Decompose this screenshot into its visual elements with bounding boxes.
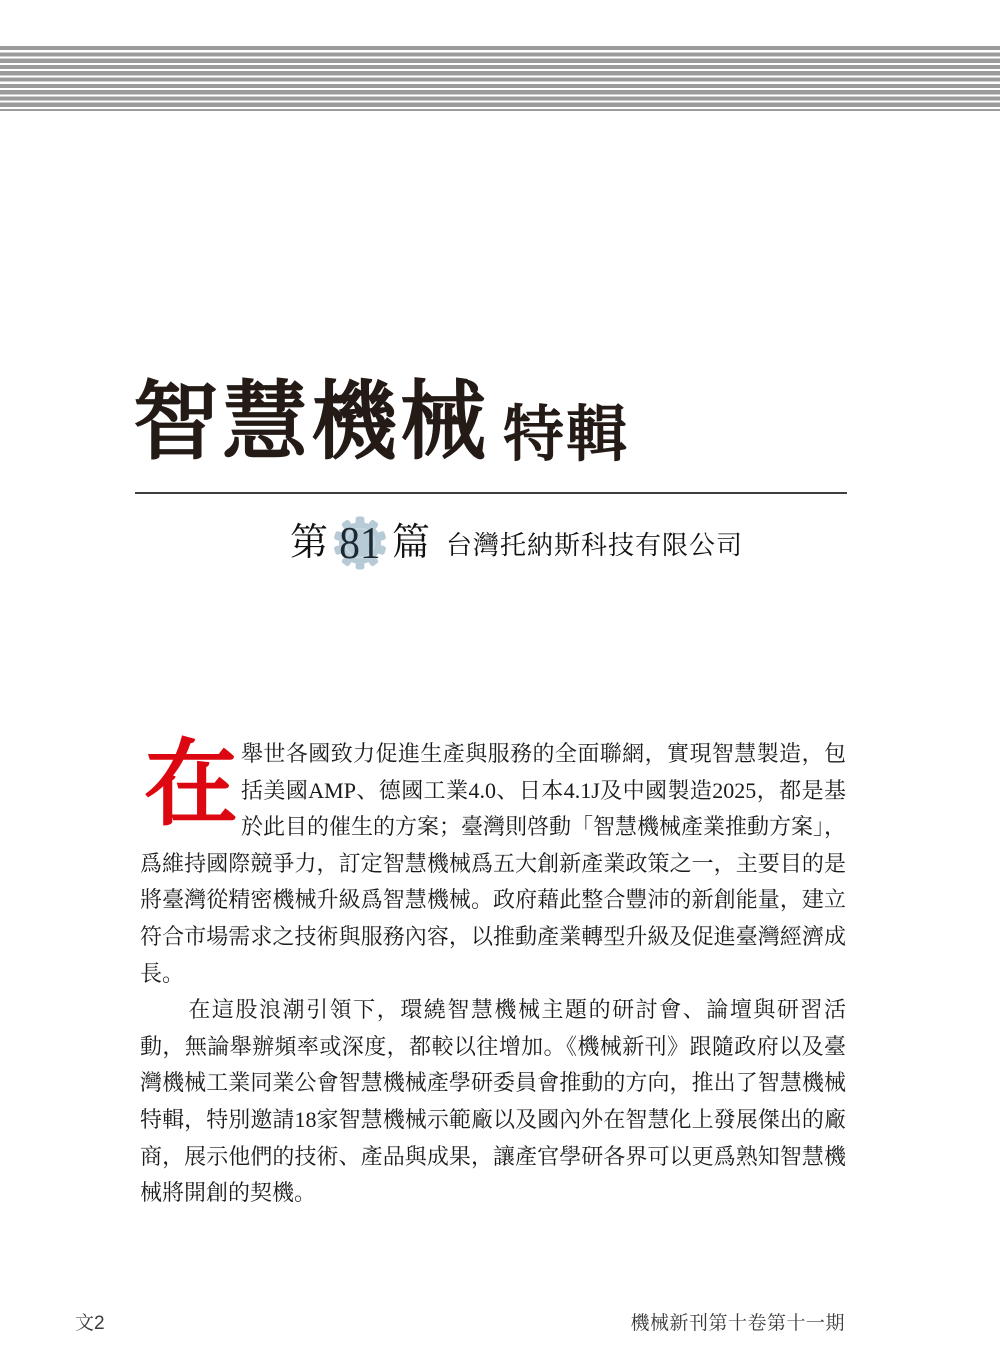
drop-cap: 在 <box>144 731 239 836</box>
series-suffix: 篇 <box>392 522 431 564</box>
page-title-suffix: 特輯 <box>503 400 630 468</box>
paragraph-1 <box>140 731 847 992</box>
series-heading <box>290 515 743 571</box>
gear-icon <box>333 516 387 570</box>
paragraph-1-text: 舉世各國致力促進生產與服務的全面聯網，實現智慧製造，包括美國AMP、德國工業4.0、日本4.1J及中國製造2025，都是基於此目的催生的方案；臺灣則啓動「智慧機械產業推動方案」，爲維持國際競爭力，訂定智慧機械爲五大創新產業政策之一，主要目的是將臺灣從精密機械升級爲智慧機械。政府藉此整合豐沛的新創能量，建立符合市場需求之技術與服務內容，以推動產業轉型升級及促進臺灣經濟成長。 <box>140 741 847 986</box>
article-body <box>140 731 847 1212</box>
footer-journal-title: 機械新刊第十卷第十一期 <box>630 1313 845 1334</box>
paragraph-2: 在這股浪潮引領下，環繞智慧機械主題的研討會、論壇與研習活動，無論舉辦頻率或深度，都較以往增加。《機械新刊》跟隨政府以及臺灣機械工業同業公會智慧機械產學研委員會推動的方向，推出了智慧機械特輯，特別邀請18家智慧機械示範廠以及國內外在智慧化上發展傑出的廠商，展示他們的技術、產品與成果，讓產官學研各界可以更爲熟知智慧機械將開創的契機。 <box>140 997 846 1206</box>
company-name: 台灣托納斯科技有限公司 <box>446 530 744 560</box>
series-number: 81 <box>339 517 381 568</box>
page-title-main: 智慧機械 <box>133 374 489 470</box>
series-prefix: 第 <box>290 522 329 564</box>
footer-page-number: 文2 <box>75 1313 105 1334</box>
page-title <box>133 374 630 470</box>
decorative-stripes <box>0 46 1000 111</box>
title-divider <box>135 492 847 494</box>
